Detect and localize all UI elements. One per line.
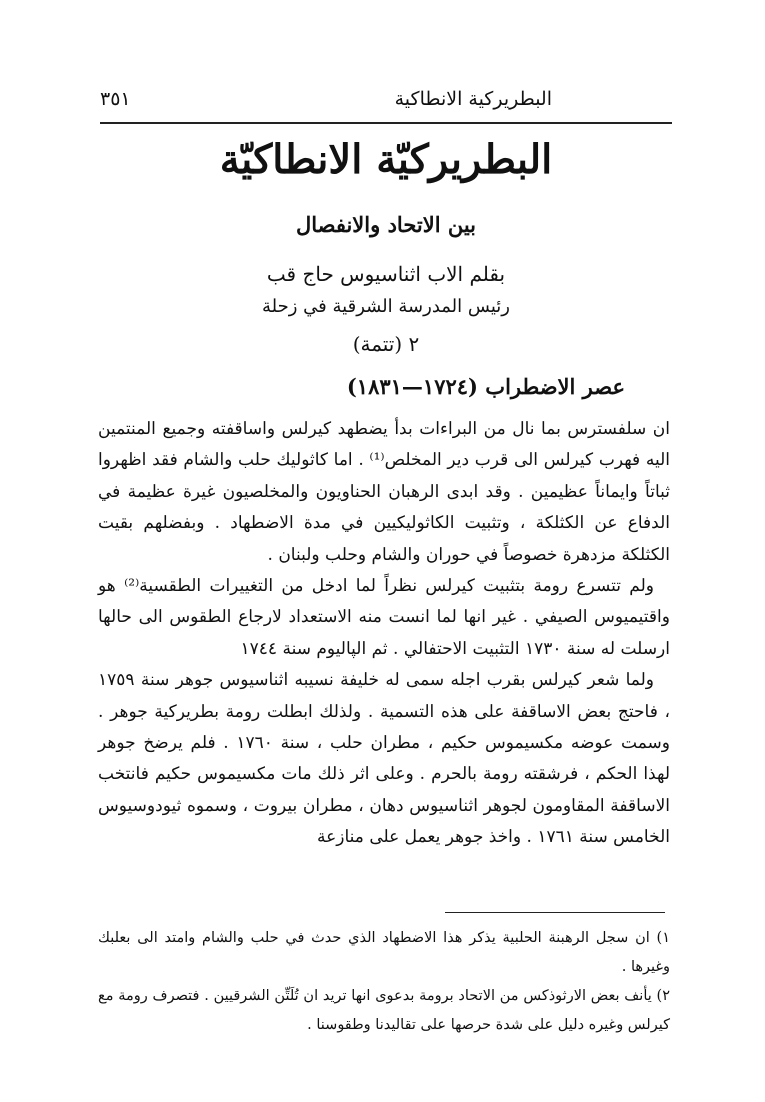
body-paragraph: ان سلفسترس بما نال من البراءات بدأ يضطهد كيرلس واساقفته وجميع المنتمين اليه فهرب كيرلس الى قرب دير المخلص⁽¹⁾ . اما كاثوليك حلب والشام فقد اظهروا ثباتاً وايماناً عظيمين . وقد ابدى الرهبان الحناويون والمخلصيون غيرة عظيمة في الدفاع عن الكثلكة ، وتثبيت الكاثوليكيين في مدة الاضطهاد . وبفضلهم بقيت الكثلكة مزدهرة خصوصاً في حوران والشام وحلب ولبنان . — [98, 419, 671, 565]
page-number: ٣٥١ — [100, 88, 131, 110]
article-title: البطريركيّة الانطاكيّة — [219, 136, 553, 183]
body-text — [98, 414, 670, 854]
author-affiliation: رئيس المدرسة الشرقية في زحلة — [262, 296, 510, 317]
body-paragraph: ولم تتسرع رومة بتثبيت كيرلس نظراً لما ادخل من التغييرات الطقسية⁽²⁾ هو واقتيميوس الصيفي . غير انها لما انست منه الاستعداد لارجاع الطقوس الى حالها ارسلت له سنة ١٧٣٠ التثبيت الاحتفالي . ثم الپاليوم سنة ١٧٤٤ — [98, 576, 670, 659]
article-author: بقلم الاب اثناسيوس حاج قب — [266, 262, 506, 286]
running-title: البطريركية الانطاكية — [394, 88, 552, 110]
part-number: ٢ (تتمة) — [352, 332, 420, 356]
footnote: ١) ان سجل الرهبنة الحلبية يذكر هذا الاضطهاد الذي حدث في حلب والشام وامتد الى بعلبك وغيرها . — [98, 930, 670, 975]
footnotes — [98, 924, 670, 1040]
section-heading: عصر الاضطراب (١٧٢٤—١٨٣١) — [346, 374, 625, 399]
body-paragraph: ولما شعر كيرلس بقرب اجله سمى له خليفة نسيبه اثناسيوس جوهر سنة ١٧٥٩ ، فاحتج بعض الاساقفة على هذه التسمية . ولذلك ابطلت رومة بطريركية جوهر . وسمت عوضه مكسيموس حكيم ، مطران حلب ، سنة ١٧٦٠ . فلم يرضخ جوهر لهذا الحكم ، فرشقته رومة بالحرم . وعلى اثر ذلك مات مكسيموس حكيم فانتخب الاساقفة المقاومون لجوهر اثناسيوس دهان ، مطران بيروت ، وسموه ثيودوسيوس الخامس سنة ١٧٦١ . واخذ جوهر يعمل على منازعة — [98, 670, 670, 848]
article-subtitle: بين الاتحاد والانفصال — [295, 212, 477, 237]
footnote: ٢) يأنف بعض الارثوذكس من الاتحاد برومة بدعوى انها تريد ان تُلَتِّن الشرقيين . فتصرف رومة مع كيرلس وغيره دليل على شدة حرصها على تقاليدنا وطقوسنا . — [98, 988, 670, 1033]
header-rule — [100, 122, 672, 124]
running-header — [100, 86, 672, 116]
footnote-rule — [445, 912, 665, 913]
